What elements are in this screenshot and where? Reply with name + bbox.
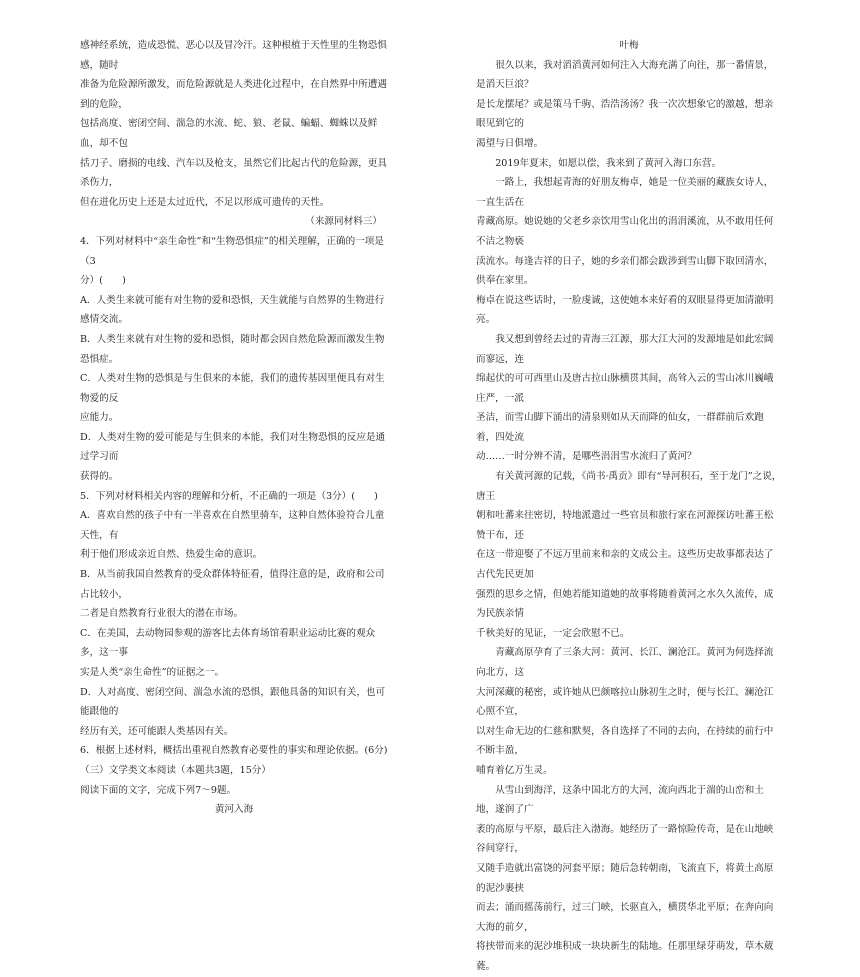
left-line: D．人对高度、密闭空间、湍急水流的恐惧，跟他具备的知识有关，也可能跟他的 xyxy=(80,686,386,718)
right-line: 渎流水。每逢吉祥的日子，她的乡亲们都会跋涉到雪山脚下取回清水，供奉在家里。 xyxy=(476,255,774,287)
right-line: 将挟带而来的泥沙堆积成一块块新生的陆地。任那里绿芽萌发，草木葳蕤。 xyxy=(476,941,774,972)
right-line: 袤的高原与平原，最后注入渤海。她经历了一路惊险传奇，是在山地峡谷间穿行， xyxy=(476,823,774,855)
right-line: 强烈的思乡之情，但她若能知道她的故事将随着黄河之水久久流传，成为民族亲情 xyxy=(476,588,774,620)
right-line: 从雪山到海洋，这条中国北方的大河，流向西北于湍的山峦和土地，遂润了广 xyxy=(476,784,764,816)
right-line: 以对生命无边的仁慈和默契，各自选择了不同的去向，在持续的前行中不断丰盈， xyxy=(476,725,774,757)
left-line: 包括高度、密闭空间、湍急的水流、蛇、狼、老鼠、蝙蝠、蜘蛛以及鲜血，却不包 xyxy=(80,118,378,149)
left-line: 二者是自然教育行业很大的潜在市场。 xyxy=(80,608,244,620)
right-line: 很久以来，我对滔滔黄河如何注入大海充满了向往，那一番情景，是滔天巨浪？ xyxy=(476,59,774,91)
left-line: 应能力。 xyxy=(80,412,119,424)
right-line: 有关黄河源的记载，《尚书·禹贡》即有“导河积石，至于龙门”之说，唐王 xyxy=(476,471,782,502)
right-line: 渴望与日俱增。 xyxy=(476,137,544,149)
right-line: 一路上，我想起青海的好朋友梅卓，她是一位美丽的藏族女诗人，一直生活在 xyxy=(476,177,774,208)
right-line: 是长龙摆尾？或是策马千驹、浩浩汤汤？我一次次想象它的激越，想亲眼见到它的 xyxy=(476,98,774,130)
left-line: 但在进化历史上还是太过近代，不足以形成可遗传的天性。 xyxy=(80,196,330,208)
left-line: C．在美国，去动物园参观的游客比去体育场馆看职业运动比赛的观众多，这一事 xyxy=(80,627,376,659)
left-line: D．人类对生物的爱可能是与生俱来的本能，我们对生物恐惧的反应是通过学习而 xyxy=(80,431,386,463)
right-line: 青藏高原。她说她的父老乡亲饮用雪山化出的涓涓溪流，从不敢用任何不洁之物亵 xyxy=(476,216,774,247)
right-line: 青藏高原孕育了三条大河：黄河、长江、澜沧江。黄河为何选择流向北方，这 xyxy=(476,647,774,678)
right-line: 2019年夏末，如愿以偿，我来到了黄河入海口东营。 xyxy=(495,157,722,169)
left-line: 经历有关，还可能跟人类基因有关。 xyxy=(80,725,234,737)
right-line: 在这一带迎娶了不远万里前来和亲的文成公主。这些历史故事都表达了古代先民更加 xyxy=(476,549,774,581)
left-line: 5．下列对材料相关内容的理解和分析，不正确的一项是（3分）( ) xyxy=(80,490,378,502)
left-line: A．人类生来就可能有对生物的爱和恐惧，天生就能与自然界的生物进行感情交流。 xyxy=(80,294,385,326)
left-line: A．喜欢自然的孩子中有一半喜欢在自然里骑车，这种自然体验符合儿童天性，有 xyxy=(80,510,385,541)
right-line: 又随手造就出富饶的河套平原；随后急转朝南，飞流直下，将黄土高原的泥沙裹挟 xyxy=(476,862,774,894)
right-line: 动……一时分辨不清，是哪些涓涓雪水流归了黄河？ xyxy=(476,451,697,463)
right-line: 大河深藏的秘密，或许她从巴颜喀拉山脉初生之时，便与长江、澜沧江心照不宣， xyxy=(476,686,774,718)
left-line: 利于他们形成亲近自然、热爱生命的意识。 xyxy=(80,549,263,561)
left-line: B．人类生来就有对生物的爱和恐惧，随时都会因自然危险源而激发生物恐惧症。 xyxy=(80,333,385,365)
right-line: 而去；涌而摇荡前行，过三门峡，长驱直入，横贯华北平原；在奔向向大海的前夕， xyxy=(476,902,774,933)
left-line: 实是人类“亲生命性”的证据之一。 xyxy=(80,667,225,678)
left-line: 阅读下面的文字，完成下列7～9题。 xyxy=(80,784,237,796)
left-line: 准备为危险源所激发，而危险源就是人类进化过程中，在自然界中所遭遇到的危险， xyxy=(80,79,387,110)
right-line: 我又想到曾经去过的青海三江源，那大江大河的发源地是如此宏阔而寥远，连 xyxy=(476,333,774,365)
right-line: 圣洁，而雪山脚下涌出的清泉则如从天而降的仙女，一群群前后欢跑着，四处流 xyxy=(476,412,764,443)
right-line: 梅卓在说这些话时，一脸虔诚，这使她本来好看的双眼显得更加清澈明亮。 xyxy=(476,294,774,326)
right-heading: 叶梅 xyxy=(619,40,639,51)
left-line: 括刀子、磨损的电线、汽车以及枪支，虽然它们比起古代的危险源，更具杀伤力， xyxy=(80,157,387,189)
left-line: B．从当前我国自然教育的受众群体特征看，值得注意的是，政府和公司占比较小， xyxy=(80,569,385,600)
right-line: 千秋美好的见证，一定会欣慰不已。 xyxy=(476,627,630,639)
left-source: （来源同材料三） xyxy=(305,216,382,228)
left-line: 获得的。 xyxy=(80,471,119,483)
left-line: 4．下列对材料中“亲生命性”和“生物恐惧症”的相关理解，正确的一项是（3 xyxy=(80,235,384,267)
left-line: 感神经系统，造成恐慌、恶心以及冒冷汗。这种根植于天性里的生物恐惧感，随时 xyxy=(80,40,387,71)
right-line: 朝和吐蕃来往密切，特地派遣过一些官员和旅行家在河源探访吐蕃王松赞干布，还 xyxy=(476,510,774,541)
right-line: 绵起伏的可可西里山及唐古拉山脉横贯其间，高耸入云的雪山冰川巍峨庄严，一派 xyxy=(476,373,774,404)
left-line: 分）( ) xyxy=(80,275,126,287)
right-column xyxy=(476,36,782,977)
left-column xyxy=(80,36,388,820)
left-line: C．人类对生物的恐惧是与生俱来的本能，我们的遗传基因里便具有对生物爱的反 xyxy=(80,373,385,404)
left-line: （三）文学类文本阅读（本题共3题，15分） xyxy=(80,764,271,776)
left-line: 6．根据上述材料，概括出重视自然教育必要性的事实和理论依据。(6分) xyxy=(80,745,388,757)
right-line: 哺育着亿万生灵。 xyxy=(476,764,553,776)
left-heading: 黄河入海 xyxy=(214,804,254,816)
